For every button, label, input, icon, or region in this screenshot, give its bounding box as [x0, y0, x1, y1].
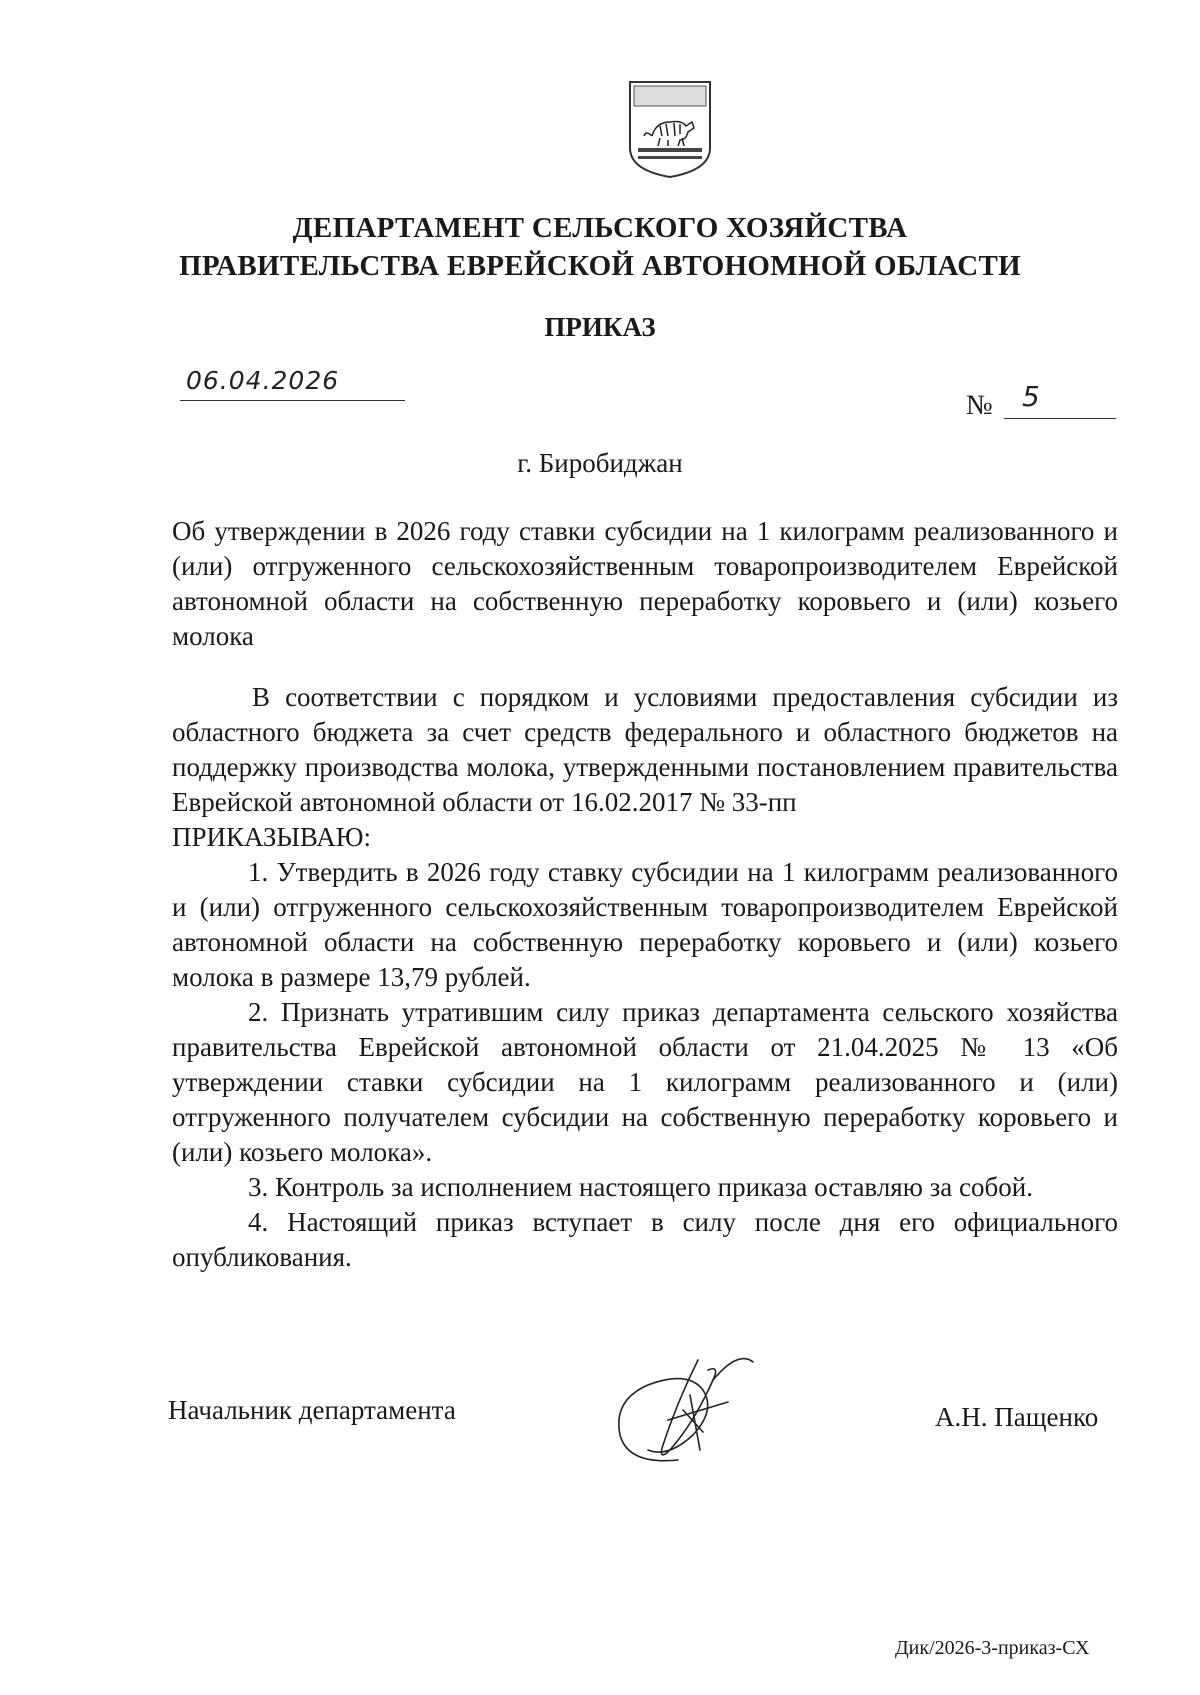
number-underline [1004, 418, 1116, 419]
order-body [172, 680, 1118, 1275]
department-name-line1: ДЕПАРТАМЕНТ СЕЛЬСКОГО ХОЗЯЙСТВА [292, 212, 908, 244]
order-item: 2. Признать утратившим силу приказ департамента сельского хозяйства правительства Еврейской автономной области от 21.04.2025 № 13 «Об утверждении ставки субсидии на 1 килограмм реализованного и (или) отгруженного получателем субсидии на собственную переработку коровьего и (или) козьего молока». [172, 997, 1118, 1167]
order-item: 1. Утвердить в 2026 году ставку субсидии на 1 килограмм реализованного и (или) отгруженного сельскохозяйственным товаропроизводителем Еврейской автономной области на собственную переработку коровьего и (или) козьего молока в размере 13,79 рублей. [172, 857, 1118, 992]
date-underline [180, 400, 405, 401]
subject-text: Об утверждении в 2026 году ставки субсидии на 1 килограмм реализованного и (или) отгруженного сельскохозяйственным товаропроизводителем Еврейской автономной области на собственную переработку коровьего и (или) козьего молока [172, 516, 1118, 651]
coat-of-arms-icon [624, 78, 716, 180]
order-item: 4. Настоящий приказ вступает в силу после дня его официального опубликования. [172, 1207, 1118, 1272]
preamble: В соответствии с порядком и условиями предоставления субсидии из областного бюджета за счет средств федерального и областного бюджетов на поддержку производства молока, утвержденными постановлением правительства Еврейской автономной области от 16.02.2017 № 33-пп [172, 682, 1118, 817]
signatory-name: А.Н. Пащенко [935, 1402, 1099, 1432]
department-name-line2: ПРАВИТЕЛЬСТВА ЕВРЕЙСКОЙ АВТОНОМНОЙ ОБЛАСТИ [178, 250, 1022, 282]
signature-icon [608, 1340, 768, 1480]
order-subject [172, 514, 1118, 654]
order-word: ПРИКАЗЫВАЮ: [172, 822, 371, 852]
number-label: № [966, 390, 993, 421]
document-type: ПРИКАЗ [544, 312, 656, 342]
order-item: 3. Контроль за исполнением настоящего приказа оставляю за собой. [248, 1172, 1033, 1202]
handwritten-date: 06.04.2026 [186, 366, 340, 395]
document-code: Дик/2026-3-приказ-СХ [895, 1637, 1090, 1659]
signatory-position: Начальник департамента [168, 1395, 456, 1425]
handwritten-number: 5 [1022, 380, 1040, 413]
city: г. Биробиджан [517, 448, 683, 478]
